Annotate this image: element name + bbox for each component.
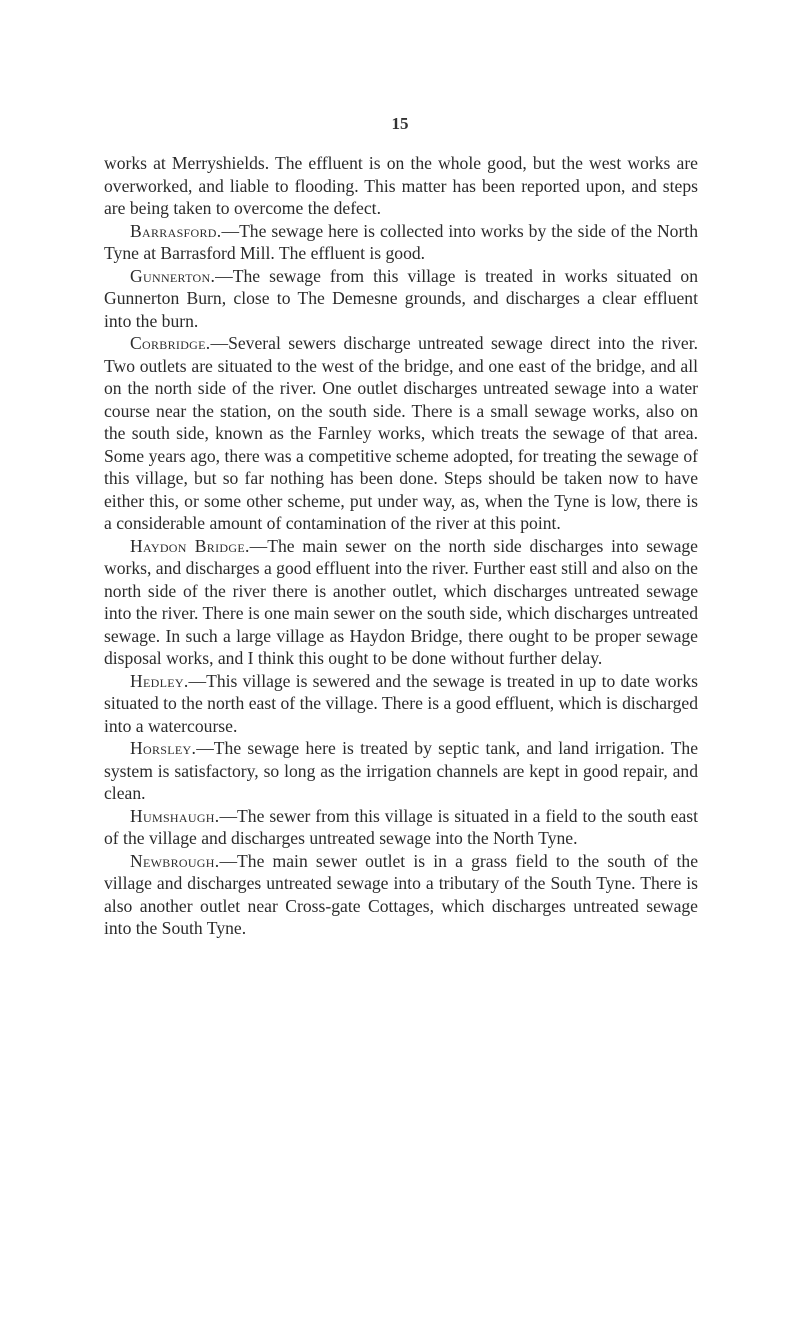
section-heading-barrasford: Barrasford. <box>130 220 222 241</box>
section-heading-horsley: Horsley. <box>130 738 197 758</box>
section-heading-gunnerton: Gunnerton. <box>130 265 216 286</box>
paragraph-corbridge <box>104 332 698 535</box>
paragraph-text: —The sewage from this village is treated in works situated on Gunnerton Burn, close to The Demesne grounds, and discharges a clear effluent into the burn. <box>104 265 698 331</box>
section-heading-haydon-bridge: Haydon Bridge. <box>130 535 250 556</box>
paragraph-text: —The sewage here is treated by septic tank, and land irrigation. The system is satisfactory, so long as the irrigation channels are kept in good repair, and clean. <box>104 738 698 803</box>
paragraph-text: —The sewer from this village is situated in a field to the south east of the village and discharges untreated sewage into the North Tyne. <box>104 805 698 848</box>
paragraph-humshaugh <box>104 805 698 850</box>
paragraph-text: —This village is sewered and the sewage is treated in up to date works situated to the north east of the village. There is a good effluent, which is discharged into a watercourse. <box>104 670 698 736</box>
paragraph-hedley <box>104 670 698 738</box>
paragraph-text: —The main sewer outlet is in a grass field to the south of the village and discharges untreated sewage into a tributary of the South Tyne. There is also another outlet near Cross-gate Cottages, which discharges untreated sewage into the South Tyne. <box>104 850 698 938</box>
paragraph-text: —Several sewers discharge untreated sewage direct into the river. Two outlets are situated to the west of the bridge, and one east of the bridge, and all on the north side of the river. One outlet discharges untreated sewage into a water course near the station, on the south side. There is a small sewage works, also on the south side, known as the Farnley works, which treats the sewage of that area. Some years ago, there was a competitive scheme adopted, for treating the sewage of this village, but so far nothing has been done. Steps should be taken now to have either this, or some other scheme, put under way, as, when the Tyne is low, there is a considerable amount of contamination of the river at this point. <box>104 333 698 533</box>
section-heading-corbridge: Corbridge. <box>130 333 211 353</box>
paragraph-text: works at Merryshields. The effluent is on the whole good, but the west works are overworked, and liable to flooding. This matter has been reported upon, and steps are being taken to overcome the defect. <box>104 153 698 218</box>
paragraph-haydon-bridge <box>104 535 698 670</box>
paragraph-horsley <box>104 737 698 805</box>
paragraph-merryshields <box>104 152 698 220</box>
paragraph-text: —The main sewer on the north side discharges into sewage works, and discharges a good effluent into the river. Further east still and also on the north side of the river there is another outlet, which discharges untreated sewage into the river. There is one main sewer on the south side, which discharges untreated sewage. In such a large village as Haydon Bridge, there ought to be proper sewage disposal works, and I think this ought to be done without further delay. <box>104 535 698 668</box>
body-text <box>104 152 698 940</box>
paragraph-newbrough <box>104 850 698 940</box>
section-heading-hedley: Hedley. <box>130 670 189 691</box>
paragraph-barrasford <box>104 220 698 265</box>
page-number: 15 <box>391 114 409 133</box>
section-heading-newbrough: Newbrough. <box>130 850 220 871</box>
paragraph-text: —The sewage here is collected into works by the side of the North Tyne at Barrasford Mill. The effluent is good. <box>104 220 698 263</box>
section-heading-humshaugh: Humshaugh. <box>130 805 220 826</box>
paragraph-gunnerton <box>104 265 698 333</box>
